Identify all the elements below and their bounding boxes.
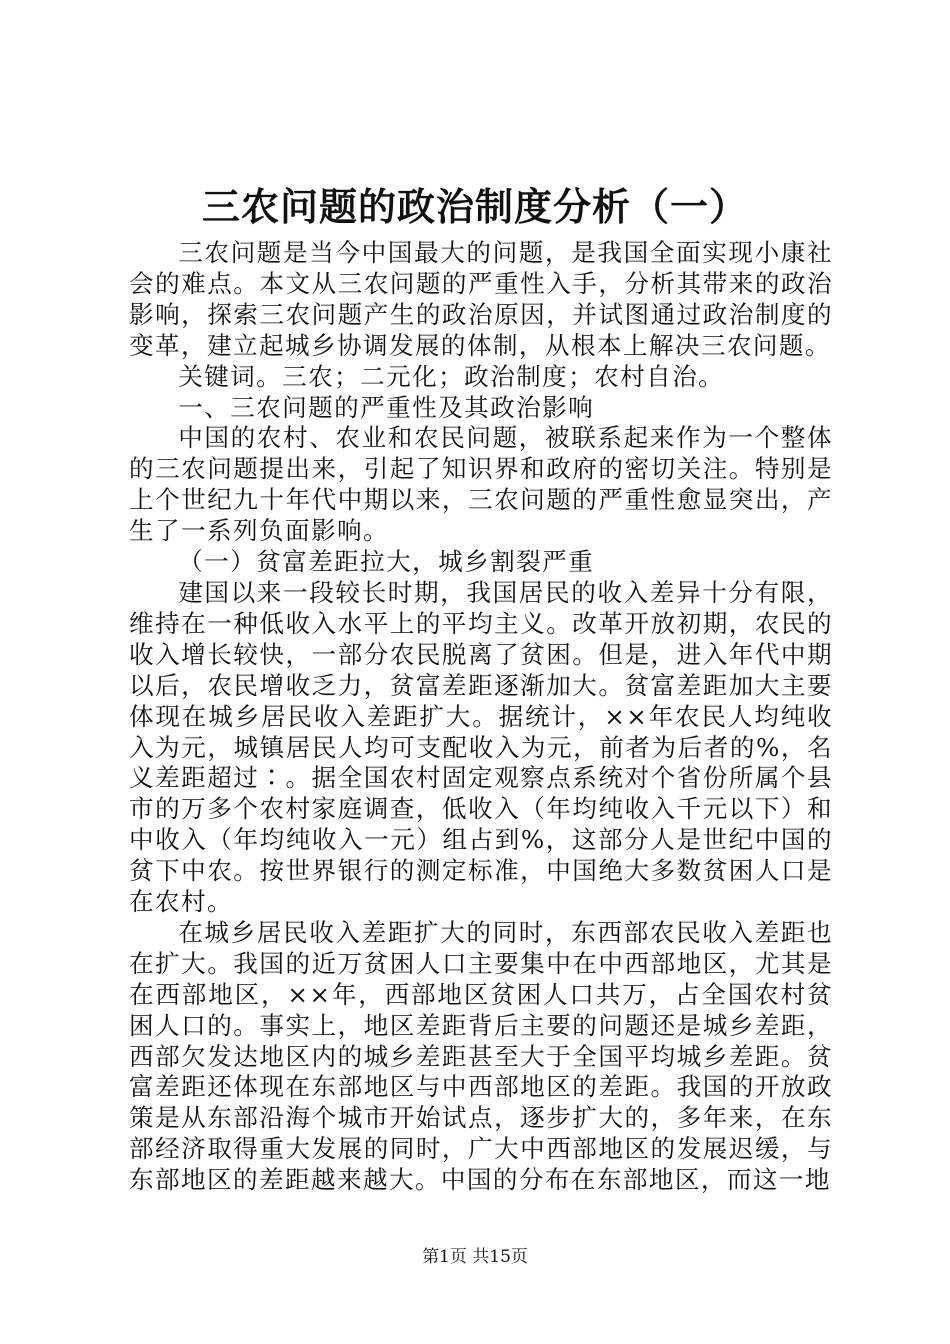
- document-title: 三农问题的政治制度分析（一）: [201, 184, 748, 229]
- document-body: [129, 238, 833, 1196]
- body-paragraph: 建国以来一段较长时期，我国居民的收入差异十分有限，维持在一种低收入水平上的平均主义。改革开放初期，农民的收入增长较快，一部分农民脱离了贫困。但是，进入年代中期以后，农民增收乏力，贫富差距逐渐加大。贫富差距加大主要体现在城乡居民收入差距扩大。据统计，××年农民人均纯收入为元，城镇居民人均可支配收入为元，前者为后者的%，名义差距超过∶。据全国农村固定观察点系统对个省份所属个县市的万多个农村家庭调查，低收入（年均纯收入千元以下）和中收入（年均纯收入一元）组占到%，这部分人是世纪中国的贫下中农。按世界银行的测定标准，中国绝大多数贫困人口是在农村。: [129, 577, 833, 917]
- body-paragraph: 中国的农村、农业和农民问题，被联系起来作为一个整体的三农问题提出来，引起了知识界和政府的密切关注。特别是上个世纪九十年代中期以来，三农问题的严重性愈显突出，产生了一系列负面影响。: [129, 423, 833, 546]
- subsection-heading: （一）贫富差距拉大，城乡割裂严重: [178, 547, 595, 577]
- page-footer: [0, 1245, 950, 1269]
- body-paragraph: 在城乡居民收入差距扩大的同时，东西部农民收入差距也在扩大。我国的近万贫困人口主要集中在中西部地区，尤其是在西部地区，××年，西部地区贫困人口共万，占全国农村贫困人口的。事实上，地区差距背后主要的问题还是城乡差距，西部欠发达地区内的城乡差距甚至大于全国平均城乡差距。贫富差距还体现在东部地区与中西部地区的差距。我国的开放政策是从东部沿海个城市开始试点，逐步扩大的，多年来，在东部经济取得重大发展的同时，广大中西部地区的发展迟缓，与东部地区的差距越来越大。中国的分布在东部地区，而这一地: [129, 917, 833, 1195]
- keywords-paragraph: 关键词。三农；二元化；政治制度；农村自治。: [178, 361, 725, 391]
- page-number-label: 第1页 共15页: [422, 1247, 528, 1267]
- section-heading: 一、三农问题的严重性及其政治影响: [178, 392, 595, 422]
- abstract-paragraph: 三农问题是当今中国最大的问题，是我国全面实现小康社会的难点。本文从三农问题的严重性入手，分析其带来的政治影响，探索三农问题产生的政治原因，并试图通过政治制度的变革，建立起城乡协调发展的体制，从根本上解决三农问题。: [129, 238, 833, 360]
